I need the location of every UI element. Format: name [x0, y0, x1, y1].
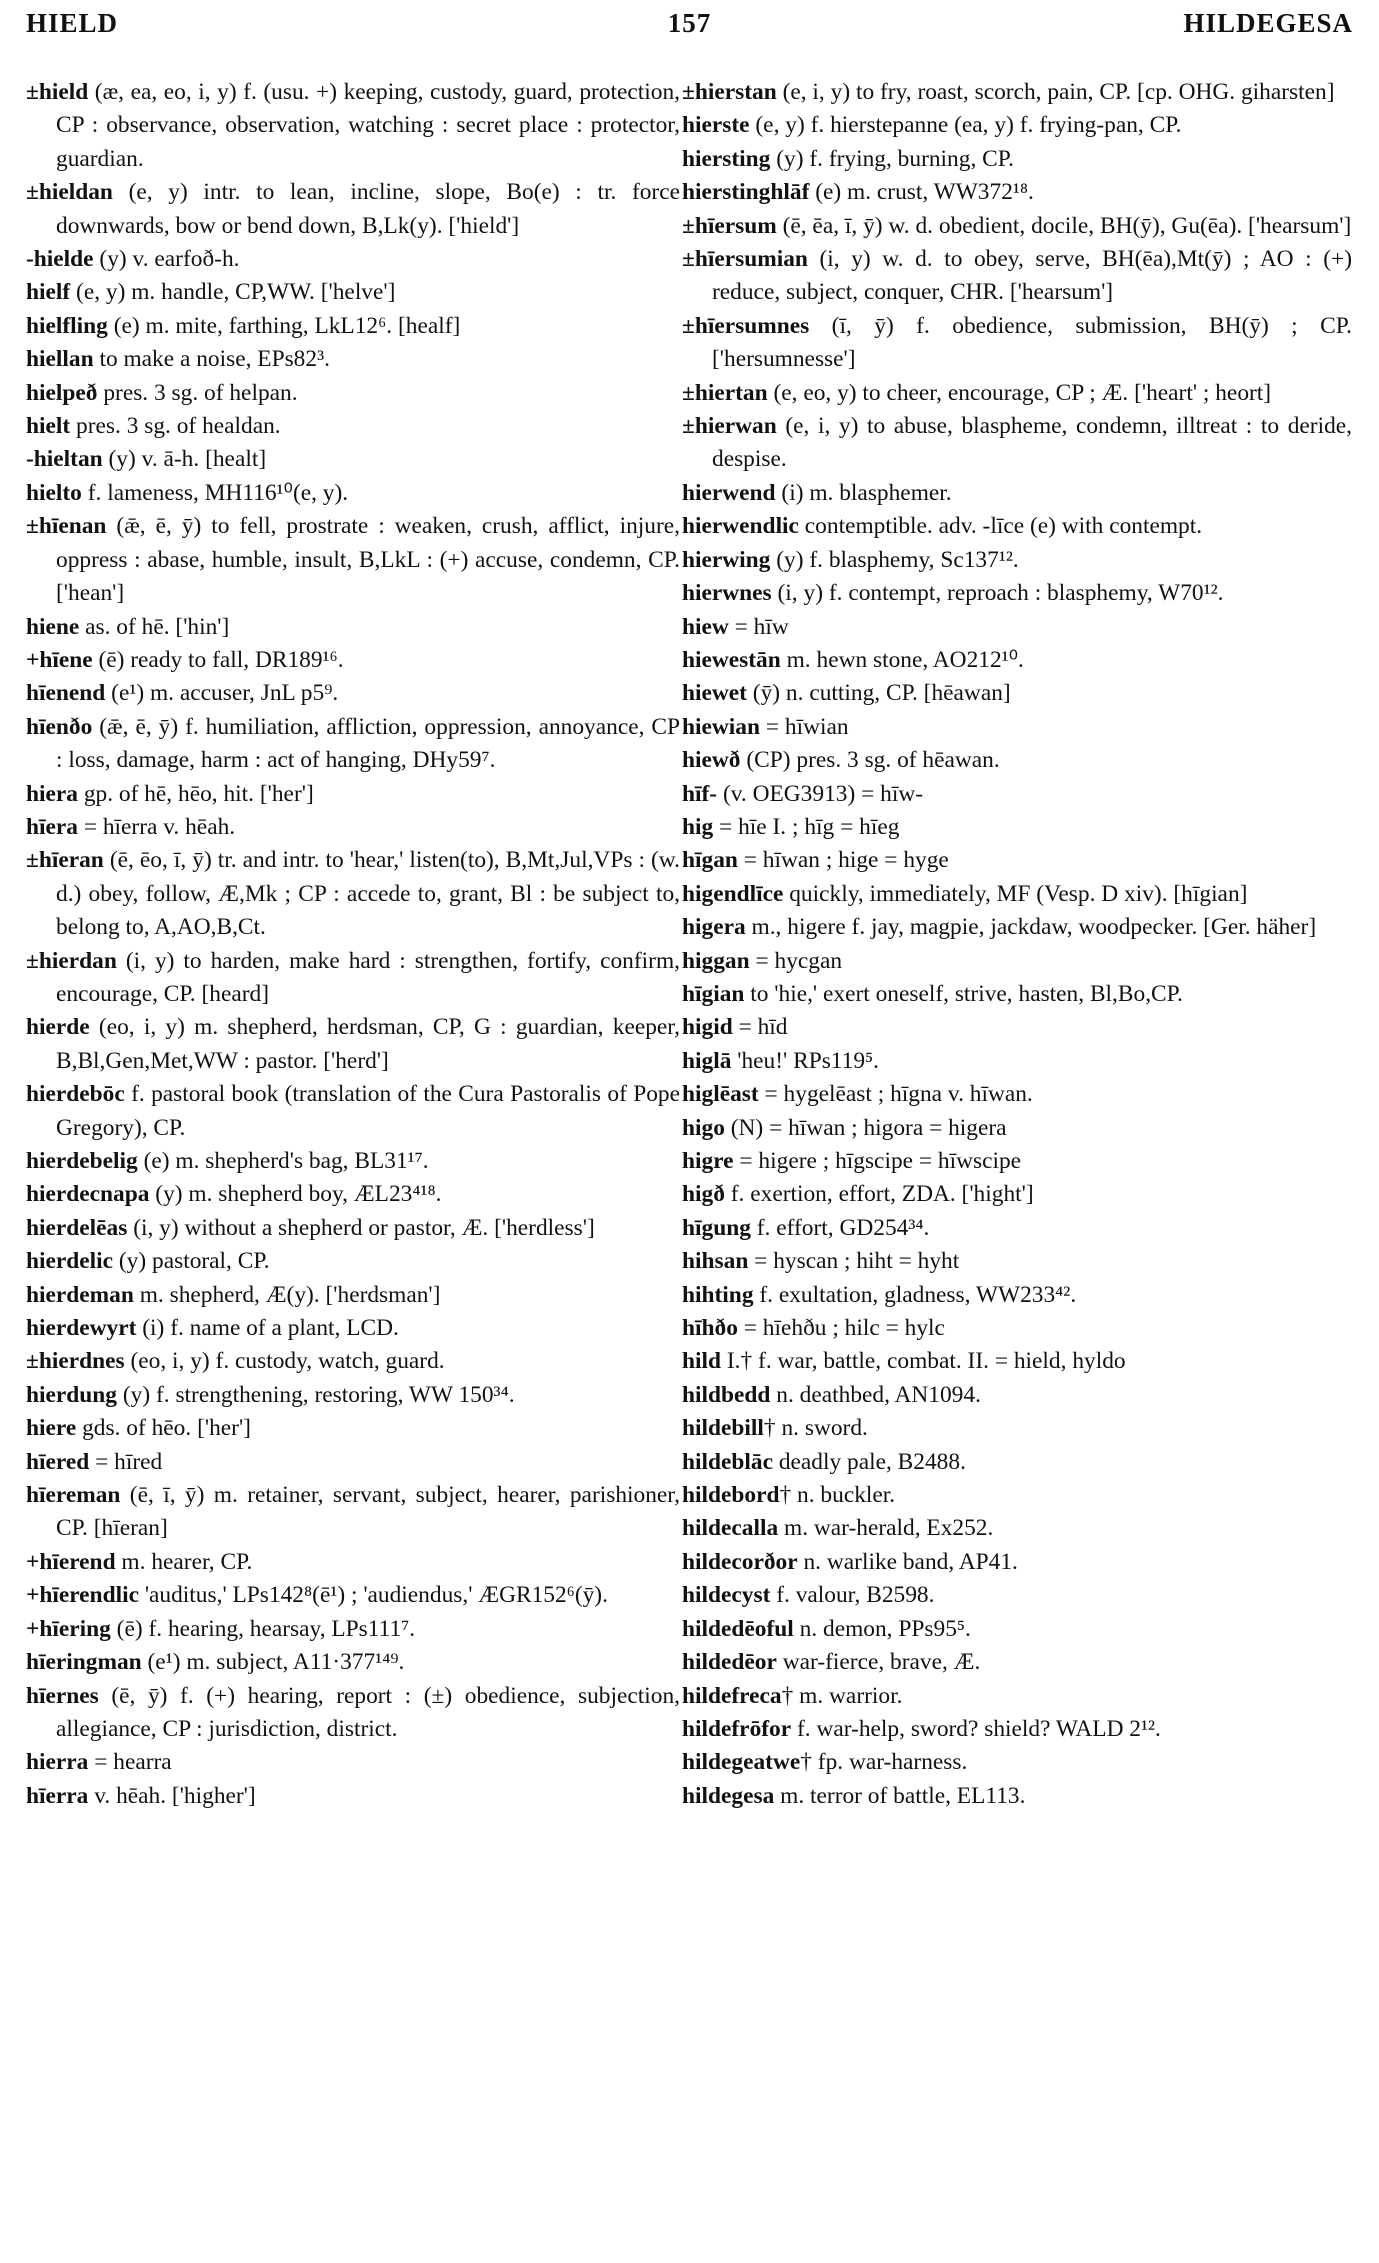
- definition-text: = hīred: [89, 1448, 163, 1475]
- dictionary-entry: [682, 410, 1352, 477]
- definition-text: (N) = hīwan ; higora = higera: [724, 1114, 1007, 1141]
- definition-text: (y) f. blasphemy, Sc137¹².: [770, 546, 1019, 573]
- definition-text: contemptible. adv. -līce (e) with contempt.: [798, 513, 1203, 540]
- dictionary-entry: [26, 1746, 680, 1779]
- headword: hiera: [26, 780, 78, 807]
- dictionary-entry: [26, 1446, 680, 1479]
- header-right-guideword: HILDEGESA: [1183, 8, 1353, 38]
- headword: hildedēoful: [682, 1615, 794, 1642]
- definition-text: = hyscan ; hiht = hyht: [748, 1248, 960, 1275]
- definition-text: n. deathbed, AN1094.: [770, 1381, 981, 1408]
- definition-text: = hīehðu ; hilc = hylc: [737, 1315, 945, 1342]
- headword: higera: [682, 914, 746, 941]
- dictionary-entry: [26, 410, 680, 443]
- dictionary-entry: [26, 443, 680, 476]
- headword: hild: [682, 1348, 722, 1375]
- definition-text: m. shepherd, Æ(y). ['herdsman']: [133, 1281, 441, 1308]
- dictionary-entry: [682, 1512, 1352, 1545]
- headword: ±hīersumnes: [682, 312, 810, 339]
- definition-text: = hearra: [88, 1749, 172, 1776]
- definition-text: m. war-herald, Ex252.: [778, 1515, 994, 1542]
- dictionary-entry: [682, 978, 1352, 1011]
- headword: ±hīenan: [26, 513, 107, 540]
- headword: hierdebōc: [26, 1081, 125, 1108]
- dictionary-entry: [682, 1178, 1352, 1211]
- definition-text: f. valour, B2598.: [770, 1582, 935, 1609]
- headword: ±hierwan: [682, 413, 777, 440]
- headword: hierwing: [682, 546, 771, 573]
- dictionary-entry: [26, 1546, 680, 1579]
- definition-text: (i) m. blasphemer.: [775, 479, 952, 506]
- definition-text: m. terror of battle, EL113.: [774, 1782, 1026, 1809]
- dictionary-entry: [682, 1680, 1352, 1713]
- headword: hiewet: [682, 680, 747, 707]
- definition-text: 'auditus,' LPs142⁸(ē¹) ; 'audiendus,' ÆGR152⁶(ȳ).: [138, 1582, 608, 1609]
- dictionary-entry: [682, 1479, 1352, 1512]
- dictionary-entry: [682, 911, 1352, 944]
- headword: hīhðo: [682, 1315, 738, 1342]
- dictionary-entry: [682, 143, 1352, 176]
- headword: ±hīeran: [26, 847, 104, 874]
- headword: hildedēor: [682, 1649, 777, 1676]
- headword: +hīerend: [26, 1548, 116, 1575]
- dictionary-entry: [682, 1045, 1352, 1078]
- definition-text: = hīwian: [759, 713, 849, 740]
- headword: hīerra: [26, 1782, 89, 1809]
- headword: hīgan: [682, 847, 738, 874]
- definition-text: = higere ; hīgscipe = hīwscipe: [733, 1148, 1022, 1174]
- definition-text: = hīwan ; hige = hyge: [737, 847, 949, 874]
- headword: hierdewyrt: [26, 1315, 137, 1342]
- definition-text: (ē) f. hearing, hearsay, LPs111⁷.: [110, 1615, 416, 1642]
- dictionary-entry: [682, 611, 1352, 644]
- definition-text: f. exertion, effort, ZDA. ['hight']: [724, 1181, 1034, 1208]
- headword: hielt: [26, 413, 71, 440]
- headword: ±hierstan: [682, 79, 777, 105]
- headword: hildebord: [682, 1482, 780, 1509]
- dictionary-entry: [26, 377, 680, 410]
- definition-text: (i, y) without a shepherd or pastor, Æ. ['herdless']: [127, 1214, 595, 1241]
- headword: hihting: [682, 1281, 754, 1308]
- definition-text: f. war-help, sword? shield? WALD 2¹².: [791, 1715, 1161, 1742]
- definition-text: pres. 3 sg. of helpan.: [97, 379, 298, 406]
- dictionary-entry: [26, 1145, 680, 1178]
- headword: higo: [682, 1114, 725, 1141]
- dictionary-entry: [26, 844, 680, 944]
- definition-text: (v. OEG3913) = hīw-: [717, 780, 924, 807]
- definition-text: (eo, i, y) f. custody, watch, guard.: [124, 1348, 445, 1375]
- dictionary-entry: [682, 1345, 1352, 1378]
- definition-text: (y) v. ā-h. [healt]: [102, 446, 267, 473]
- headword: higlēast: [682, 1081, 759, 1108]
- headword: hīgian: [682, 980, 745, 1007]
- dictionary-entry: [682, 711, 1352, 744]
- dictionary-entry: [682, 644, 1352, 677]
- headword: hildecyst: [682, 1582, 771, 1609]
- dictionary-entry: [682, 243, 1352, 310]
- definition-text: † n. sword.: [763, 1415, 868, 1442]
- dictionary-entry: [682, 1646, 1352, 1679]
- dictionary-entry: [26, 1245, 680, 1278]
- definition-text: f. exultation, gladness, WW233⁴².: [753, 1281, 1077, 1308]
- definition-text: (i, y) to harden, make hard : strengthen, fortify, confirm, encourage, CP. [heard]: [56, 947, 680, 1007]
- headword: hīera: [26, 813, 78, 840]
- definition-text: = hīerra v. hēah.: [77, 813, 236, 840]
- definition-text: (e) m. shepherd's bag, BL31¹⁷.: [137, 1148, 429, 1174]
- left-column: [26, 76, 680, 1813]
- definition-text: n. demon, PPs95⁵.: [793, 1615, 971, 1642]
- headword: hīenðo: [26, 713, 93, 740]
- headword: ±hierdnes: [26, 1348, 125, 1375]
- definition-text: (e, y) f. hierstepanne (ea, y) f. frying-pan, CP.: [749, 112, 1182, 139]
- definition-text: gds. of hēo. ['her']: [76, 1415, 251, 1442]
- headword: ±hieldan: [26, 179, 113, 206]
- dictionary-entry: [682, 677, 1352, 710]
- definition-text: (eo, i, y) m. shepherd, herdsman, CP, G : guardian, keeper, B,Bl,Gen,Met,WW : pastor. ['herd']: [56, 1014, 680, 1074]
- headword: hielpeð: [26, 379, 98, 406]
- header-left-guideword: HIELD: [26, 8, 119, 38]
- dictionary-entry: [26, 677, 680, 710]
- headword: hīgung: [682, 1214, 751, 1241]
- definition-text: (e¹) m. subject, A11·377¹⁴⁹.: [141, 1649, 405, 1676]
- dictionary-entry: [26, 1011, 680, 1078]
- dictionary-entry: [26, 1579, 680, 1612]
- headword: hīeringman: [26, 1649, 142, 1676]
- dictionary-entry: [682, 1579, 1352, 1612]
- dictionary-entry: [682, 744, 1352, 777]
- dictionary-entry: [682, 1078, 1352, 1111]
- definition-text: (ē) ready to fall, DR189¹⁶.: [92, 646, 344, 673]
- dictionary-entry: [26, 611, 680, 644]
- definition-text: quickly, immediately, MF (Vesp. D xiv). [hīgian]: [783, 880, 1248, 907]
- headword: hiewian: [682, 713, 760, 740]
- dictionary-entry: [26, 945, 680, 1012]
- dictionary-entry: [26, 1312, 680, 1345]
- headword: -hieltan: [26, 446, 103, 473]
- definition-text: (e, eo, y) to cheer, encourage, CP ; Æ. ['heart' ; heort]: [767, 379, 1272, 406]
- headword: hīernes: [26, 1682, 99, 1709]
- definition-text: I.† f. war, battle, combat. II. = hield, hyldo: [721, 1348, 1126, 1375]
- dictionary-entry: [26, 343, 680, 376]
- definition-text: (y) m. shepherd boy, ÆL23⁴¹⁸.: [149, 1181, 442, 1208]
- dictionary-entry: [26, 243, 680, 276]
- dictionary-entry: [682, 1279, 1352, 1312]
- headword: hig: [682, 813, 714, 840]
- dictionary-entry: [26, 1345, 680, 1378]
- headword: hīenend: [26, 680, 106, 707]
- dictionary-entry: [26, 1780, 680, 1813]
- definition-text: = hygelēast ; hīgna v. hīwan.: [758, 1081, 1033, 1108]
- definition-text: (ē, ȳ) f. (+) hearing, report : (±) obedience, subjection, allegiance, CP : jurisdiction, district.: [56, 1682, 680, 1742]
- definition-text: † fp. war-harness.: [800, 1749, 968, 1776]
- dictionary-entry: [26, 176, 680, 243]
- dictionary-entry: [682, 1412, 1352, 1445]
- definition-text: (e, y) m. handle, CP,WW. ['helve']: [70, 279, 396, 306]
- headword: hīf-: [682, 780, 718, 807]
- headword: hierste: [682, 112, 750, 139]
- definition-text: deadly pale, B2488.: [772, 1448, 966, 1475]
- definition-text: = hīw: [728, 613, 789, 640]
- definition-text: (ȳ) n. cutting, CP. [hēawan]: [746, 680, 1011, 707]
- definition-text: (e¹) m. accuser, JnL p5⁹.: [105, 680, 339, 707]
- headword: hiewestān: [682, 646, 781, 673]
- dictionary-entry: [26, 276, 680, 309]
- dictionary-entry: [682, 176, 1352, 209]
- headword: hierwendlic: [682, 513, 799, 540]
- headword: +hīering: [26, 1615, 111, 1642]
- dictionary-entry: [682, 577, 1352, 610]
- dictionary-entry: [682, 310, 1352, 377]
- headword: +hīene: [26, 646, 93, 673]
- dictionary-entry: [682, 1746, 1352, 1779]
- definition-text: pres. 3 sg. of healdan.: [70, 413, 281, 440]
- headword: higre: [682, 1148, 734, 1174]
- dictionary-entry: [26, 76, 680, 176]
- definition-text: m., higere f. jay, magpie, jackdaw, woodpecker. [Ger. häher]: [745, 914, 1317, 941]
- headword: ±hīersumian: [682, 246, 808, 273]
- dictionary-entry: [682, 878, 1352, 911]
- definition-text: (e, y) intr. to lean, incline, slope, Bo(e) : tr. force downwards, bow or bend down, B,Lk(y). ['hield']: [56, 179, 680, 239]
- headword: hiersting: [682, 145, 771, 172]
- headword: hierdelēas: [26, 1214, 128, 1241]
- dictionary-entry: [682, 1546, 1352, 1579]
- dictionary-entry: [682, 109, 1352, 142]
- dictionary-entry: [26, 1646, 680, 1679]
- dictionary-entry: [26, 1078, 680, 1145]
- definition-text: = hycgan: [749, 947, 843, 974]
- headword: hielto: [26, 479, 82, 506]
- dictionary-entry: [26, 1680, 680, 1747]
- definition-text: f. pastoral book (translation of the Cura Pastoralis of Pope Gregory), CP.: [56, 1081, 680, 1141]
- headword: hihsan: [682, 1248, 749, 1275]
- definition-text: (y) f. strengthening, restoring, WW 150³⁴.: [117, 1381, 515, 1408]
- headword: hierdelic: [26, 1248, 114, 1275]
- headword: hiene: [26, 613, 80, 640]
- headword: hildefreca: [682, 1682, 782, 1709]
- dictionary-entry: [26, 510, 680, 610]
- definition-text: (y) f. frying, burning, CP.: [770, 145, 1015, 172]
- headword: higlā: [682, 1047, 732, 1074]
- dictionary-entry: [682, 1145, 1352, 1178]
- definition-text: as. of hē. ['hin']: [79, 613, 230, 640]
- definition-text: f. effort, GD254³⁴.: [750, 1214, 930, 1241]
- headword: +hīerendlic: [26, 1582, 139, 1609]
- headword: hildbedd: [682, 1381, 771, 1408]
- headword: hildecorðor: [682, 1548, 798, 1575]
- dictionary-entry: [682, 811, 1352, 844]
- definition-text: = hīe I. ; hīg = hīeg: [713, 813, 900, 840]
- definition-text: (ī, ȳ) f. obedience, submission, BH(ȳ) ; CP. ['hersumnesse']: [712, 312, 1352, 373]
- page-header: [0, 0, 1379, 60]
- headword: hiewð: [682, 747, 741, 774]
- definition-text: gp. of hē, hēo, hit. ['her']: [77, 780, 314, 807]
- headword: hielfling: [26, 312, 108, 339]
- dictionary-entry: [682, 1713, 1352, 1746]
- headword: hierra: [26, 1749, 89, 1776]
- headword: ±hiertan: [682, 379, 768, 406]
- headword: hierstinghlāf: [682, 179, 810, 206]
- definition-text: † m. warrior.: [781, 1682, 903, 1709]
- headword: hīered: [26, 1448, 90, 1475]
- right-column: [682, 76, 1352, 1813]
- definition-text: to make a noise, EPs82³.: [93, 346, 330, 373]
- headword: hierdung: [26, 1381, 117, 1408]
- definition-text: m. hearer, CP.: [115, 1548, 253, 1575]
- headword: hierwnes: [682, 580, 772, 607]
- dictionary-entry: [682, 510, 1352, 543]
- dictionary-entry: [682, 1312, 1352, 1345]
- headword: hildefrōfor: [682, 1715, 792, 1742]
- dictionary-entry: [26, 644, 680, 677]
- definition-text: = hīd: [732, 1014, 788, 1041]
- dictionary-entry: [682, 945, 1352, 978]
- dictionary-entry: [682, 76, 1352, 109]
- dictionary-entry: [26, 477, 680, 510]
- dictionary-entry: [682, 1112, 1352, 1145]
- dictionary-entry: [26, 1412, 680, 1445]
- dictionary-entry: [682, 477, 1352, 510]
- definition-text: (i, y) w. d. to obey, serve, BH(ēa),Mt(ȳ) ; AO : (+) reduce, subject, conquer, CHR. ['hearsum']: [712, 246, 1352, 306]
- dictionary-entry: [682, 1446, 1352, 1479]
- dictionary-entry: [26, 778, 680, 811]
- headword: hiere: [26, 1415, 77, 1442]
- headword: hierwend: [682, 479, 776, 506]
- dictionary-entry: [26, 1212, 680, 1245]
- headword: hīereman: [26, 1482, 121, 1509]
- definition-text: (ǣ, ē, ȳ) to fell, prostrate : weaken, crush, afflict, injure, oppress : abase, humble, insult, B,LkL : (+) accuse, condemn, CP. ['hean']: [56, 513, 680, 607]
- dictionary-entry: [26, 310, 680, 343]
- headword: hierdecnapa: [26, 1181, 150, 1208]
- definition-text: (æ, ea, eo, i, y) f. (usu. +) keeping, custody, guard, protection, CP : observance, observation, watching : secret place : protector, guardian.: [56, 79, 680, 172]
- dictionary-entry: [26, 711, 680, 778]
- definition-text: 'heu!' RPs119⁵.: [731, 1047, 880, 1074]
- definition-text: (ǣ, ē, ȳ) f. humiliation, affliction, oppression, annoyance, CP : loss, damage, harm : act of hanging, DHy59⁷.: [56, 713, 680, 774]
- headword: hildebill: [682, 1415, 764, 1442]
- dictionary-entry: [682, 1212, 1352, 1245]
- definition-text: (i, y) f. contempt, reproach : blasphemy, W70¹².: [771, 580, 1224, 607]
- headword: hildeblāc: [682, 1448, 773, 1475]
- dictionary-entry: [682, 1379, 1352, 1412]
- page-number: 157: [667, 8, 712, 38]
- dictionary-entry: [682, 544, 1352, 577]
- dictionary-entry: [26, 1279, 680, 1312]
- definition-text: (i) f. name of a plant, LCD.: [136, 1315, 399, 1342]
- headword: hierdebelig: [26, 1148, 138, 1174]
- dictionary-entry: [682, 778, 1352, 811]
- definition-text: (y) pastoral, CP.: [113, 1248, 270, 1275]
- headword: hildecalla: [682, 1515, 779, 1542]
- headword: hierdeman: [26, 1281, 134, 1308]
- definition-text: (ē, ēo, ī, ȳ) tr. and intr. to 'hear,' listen(to), B,Mt,Jul,VPs : (w. d.) obey, follow, Æ,Mk ; CP : accede to, grant, Bl : be subject to, belong to, A,AO,B,Ct.: [56, 847, 680, 941]
- definition-text: war-fierce, brave, Æ.: [776, 1649, 981, 1676]
- headword: hierde: [26, 1014, 90, 1041]
- headword: higð: [682, 1181, 725, 1208]
- dictionary-entry: [682, 1613, 1352, 1646]
- headword: higid: [682, 1014, 733, 1041]
- dictionary-entry: [682, 210, 1352, 243]
- definition-text: to 'hie,' exert oneself, strive, hasten, Bl,Bo,CP.: [744, 980, 1183, 1007]
- headword: hiellan: [26, 346, 94, 373]
- definition-text: † n. buckler.: [779, 1482, 896, 1509]
- definition-text: v. hēah. ['higher']: [88, 1782, 256, 1809]
- definition-text: (ē, ī, ȳ) m. retainer, servant, subject, hearer, parishioner, CP. [hīeran]: [56, 1482, 680, 1542]
- definition-text: n. warlike band, AP41.: [797, 1548, 1018, 1575]
- dictionary-entry: [682, 1780, 1352, 1813]
- headword: hildegesa: [682, 1782, 775, 1809]
- headword: hiew: [682, 613, 729, 640]
- dictionary-entry: [26, 1379, 680, 1412]
- definition-text: (ē, ēa, ī, ȳ) w. d. obedient, docile, BH(ȳ), Gu(ēa). ['hearsum']: [776, 212, 1352, 239]
- definition-text: (CP) pres. 3 sg. of hēawan.: [740, 747, 1000, 774]
- dictionary-entry: [682, 377, 1352, 410]
- definition-text: (e) m. mite, farthing, LkL12⁶. [healf]: [107, 312, 461, 339]
- headword: hildegeatwe: [682, 1749, 801, 1776]
- definition-text: (e) m. crust, WW372¹⁸.: [809, 179, 1034, 206]
- dictionary-entry: [26, 1479, 680, 1546]
- dictionary-entry: [26, 1178, 680, 1211]
- definition-text: f. lameness, MH116¹⁰(e, y).: [81, 479, 349, 506]
- definition-text: m. hewn stone, AO212¹⁰.: [780, 646, 1024, 673]
- dictionary-entry: [26, 811, 680, 844]
- headword: higgan: [682, 947, 750, 974]
- headword: ±hīersum: [682, 212, 777, 239]
- definition-text: (e, i, y) to abuse, blaspheme, condemn, illtreat : to deride, despise.: [712, 413, 1352, 473]
- dictionary-entry: [682, 1011, 1352, 1044]
- headword: higendlīce: [682, 880, 784, 907]
- definition-text: (y) v. earfoð-h.: [93, 246, 240, 273]
- dictionary-entry: [26, 1613, 680, 1646]
- headword: hielf: [26, 279, 71, 306]
- dictionary-entry: [682, 1245, 1352, 1278]
- dictionary-entry: [682, 844, 1352, 877]
- headword: ±hierdan: [26, 947, 117, 974]
- headword: -hielde: [26, 246, 94, 273]
- headword: ±hield: [26, 79, 89, 105]
- definition-text: (e, i, y) to fry, roast, scorch, pain, CP. [cp. OHG. giharsten]: [776, 79, 1335, 105]
